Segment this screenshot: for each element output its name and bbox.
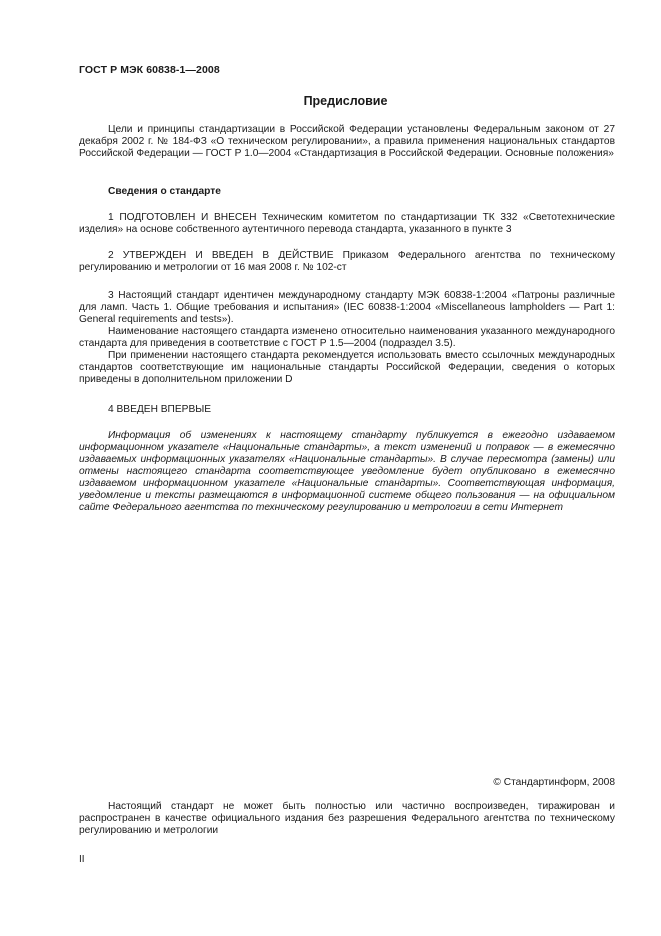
intro-paragraph: Цели и принципы стандартизации в Российской Федерации установлены Федеральным законом от 27 декабря 2002 г. № 184-ФЗ «О техническом регулировании», а правила применения национальных стандартов Российской Федерации — ГОСТ Р 1.0—2004 «Стандартизация в Российской Федерации. Основные положения» xyxy=(79,124,615,159)
footer-notice-block xyxy=(79,801,615,837)
footer-notice-paragraph: Настоящий стандарт не может быть полностью или частично воспроизведен, тиражирован и распространен в качестве официального издания без разрешения Федерального агентства по техническому регулированию и метрологии xyxy=(79,801,615,836)
section-heading: Сведения о стандарте xyxy=(108,186,221,197)
document-code-header: ГОСТ Р МЭК 60838-1—2008 xyxy=(79,64,220,76)
info-notice-block xyxy=(79,430,615,514)
section-heading-block xyxy=(79,186,615,198)
item-1-paragraph: 1 ПОДГОТОВЛЕН И ВНЕСЕН Техническим комитетом по стандартизации ТК 332 «Светотехнические изделия» на основе собственного аутентичного перевода стандарта, указанного в пункте 3 xyxy=(79,212,615,235)
item-2-paragraph: 2 УТВЕРЖДЕН И ВВЕДЕН В ДЕЙСТВИЕ Приказом Федерального агентства по техническому регулированию и метрологии от 16 мая 2008 г. № 102-ст xyxy=(79,250,615,273)
item-3-paragraph: 3 Настоящий стандарт идентичен международному стандарту МЭК 60838-1:2004 «Патроны различные для ламп. Часть 1. Общие требования и испытания» (IEC 60838-1:2004 «Miscellaneous lampholders — Part 1: General requirements and tests»). xyxy=(79,290,615,325)
item-3-note-1: Наименование настоящего стандарта изменено относительно наименования указанного международного стандарта для приведения в соответствие с ГОСТ Р 1.5—2004 (подраздел 3.5). xyxy=(79,326,615,349)
info-notice-paragraph: Информация об изменениях к настоящему стандарту публикуется в ежегодно издаваемом информационном указателе «Национальные стандарты», а текст изменений и поправок — в ежемесячно издаваемых информационных указателях «Национальные стандарты». В случае пересмотра (замены) или отмены настоящего стандарта соответствующее уведомление будет опубликовано в ежемесячно издаваемом информационном указателе «Национальные стандарты». Соответствующая информация, уведомление и тексты размещаются в информационной системе общего пользования — на официальном сайте Федерального агентства по техническому регулированию и метрологии в сети Интернет xyxy=(79,430,615,513)
page-title: Предисловие xyxy=(303,94,388,108)
item-1-block xyxy=(79,212,615,236)
item-4-paragraph: 4 ВВЕДЕН ВПЕРВЫЕ xyxy=(108,404,212,415)
item-4-block xyxy=(79,404,615,416)
item-3-note-2: При применении настоящего стандарта рекомендуется использовать вместо ссылочных международных стандартов соответствующие им национальные стандарты Российской Федерации, сведения о которых приведены в дополнительном приложении D xyxy=(79,350,615,385)
copyright-notice: © Стандартинформ, 2008 xyxy=(493,777,615,788)
page-number: II xyxy=(79,854,85,865)
item-2-block xyxy=(79,250,615,274)
item-3-block xyxy=(79,290,615,386)
intro-block xyxy=(79,124,615,160)
